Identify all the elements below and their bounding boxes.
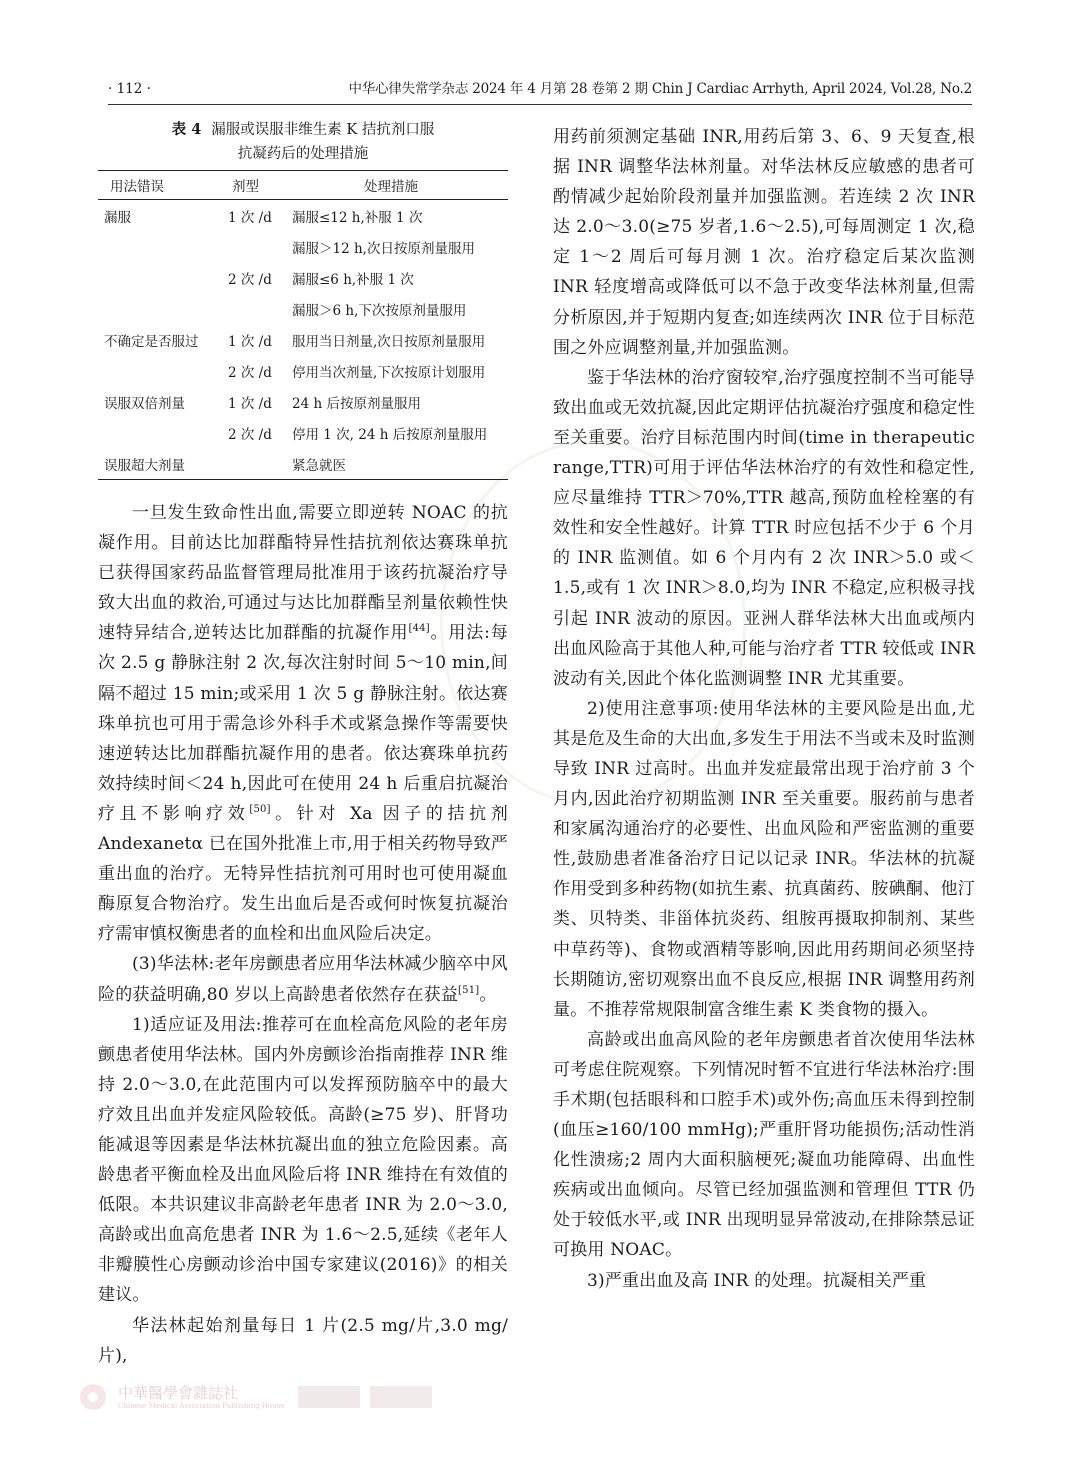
- table-row: [98, 448, 508, 480]
- table-row: [98, 200, 508, 232]
- table-cell-action: 停用 1 次, 24 h 后按原剂量服用: [292, 426, 488, 443]
- table-header-row: [98, 171, 508, 200]
- table-header-cell: 处理措施: [292, 171, 508, 200]
- table-cell-error: 不确定是否服过: [104, 333, 199, 350]
- table-cell-dose: [228, 293, 292, 324]
- table-cell-action: 停用当次剂量,下次按原计划服用: [292, 364, 486, 381]
- table-cell-dose: [228, 448, 292, 480]
- table-cell-dose: 2 次 /d: [228, 426, 272, 443]
- table-cell-error: [98, 231, 228, 262]
- body-paragraph: 华法林起始剂量每日 1 片(2.5 mg/片,3.0 mg/片),: [98, 1315, 508, 1366]
- publisher-name-en: Chinese Medical Association Publishing House: [118, 1402, 285, 1410]
- right-column: [553, 122, 975, 1296]
- table-row: [98, 231, 508, 262]
- table-cell-error: [98, 417, 228, 448]
- page-number: · 112 ·: [108, 81, 151, 97]
- body-paragraph: 一旦发生致命性出血,需要立即逆转 NOAC 的抗凝作用。目前达比加群酯特异性拮抗剂依达赛珠单抗已获得国家药品监督管理局批准用于该药抗凝治疗导致大出血的救治,可通过与达比加群酯呈剂量依赖性快速特异结合,逆转达比加群酯的抗凝作用[44]。用法:每次 2.5 g 静脉注射 2 次,每次注射时间 5～10 min,间隔不超过 15 min;或采用 1 次 5 g 静脉注射。依达赛珠单抗也可用于需急诊外科手术或紧急操作等需要快速逆转达比加群酯抗凝作用的患者。依达赛珠单抗药效持续时间＜24 h,因此可在使用 24 h 后重启抗凝治疗且不影响疗效[50]。针对 Xa 因子的拮抗剂 Andexanetα 已在国外批准上市,用于相关药物导致严重出血的治疗。无特异性拮抗剂可用时也可使用凝血酶原复合物治疗。发生出血后是否或何时恢复抗凝治疗需审慎权衡患者的血栓和出血风险后决定。: [98, 503, 508, 945]
- table-cell-error: [98, 355, 228, 386]
- table-row: [98, 417, 508, 448]
- table-cell-action: 漏服＞6 h,下次按原剂量服用: [292, 302, 467, 319]
- table-cell-action: 漏服≤6 h,补服 1 次: [292, 271, 414, 288]
- footer-mark-block: [370, 1386, 432, 1408]
- header-rule: [108, 104, 972, 105]
- publisher-name: 中華醫學會雜誌社: [118, 1384, 239, 1402]
- citation-ref: [50]: [249, 803, 271, 815]
- body-paragraph: 2)使用注意事项:使用华法林的主要风险是出血,尤其是危及生命的大出血,多发生于用法不当或未及时监测导致 INR 过高时。出血并发症最常出现于治疗前 3 个月内,因此治疗初期监测 INR 至关重要。服药前与患者和家属沟通治疗的必要性、出血风险和严密监测的重要性,鼓励患者准备治疗日记以记录 INR。华法林的抗凝作用受到多种药物(如抗生素、抗真菌药、胺碘酮、他汀类、贝特类、非甾体抗炎药、组胺再摄取抑制剂、某些中草药等)、食物或酒精等影响,因此用药期间必须坚持长期随访,密切观察出血不良反应,根据 INR 调整用药剂量。不推荐常规限制富含维生素 K 类食物的摄入。: [553, 698, 975, 1020]
- table-cell-dose: 1 次 /d: [228, 333, 272, 350]
- table-cell-error: 误服双倍剂量: [104, 395, 185, 412]
- table-header-cell: 用法错误: [98, 171, 228, 200]
- table-title-line1: 漏服或误服非维生素 K 拮抗剂口服: [211, 122, 435, 138]
- body-paragraph: 1)适应证及用法:推荐可在血栓高危风险的老年房颤患者使用华法林。国内外房颤诊治指南推荐 INR 维持 2.0～3.0,在此范围内可以发挥预防脑卒中的最大疗效且出血并发症风险较低。高龄(≥75 岁)、肝肾功能减退等因素是华法林抗凝出血的独立危险因素。高龄患者平衡血栓及出血风险后将 INR 维持在有效值的低限。本共识建议非高龄老年患者 INR 为 2.0～3.0,高龄或出血高危患者 INR 为 1.6～2.5,延续《老年人非瓣膜性心房颤动诊治中国专家建议(2016)》的相关建议。: [98, 1014, 508, 1306]
- table-row: [98, 293, 508, 324]
- table-row: [98, 386, 508, 417]
- table-cell-dose: 1 次 /d: [228, 395, 272, 412]
- table-cell-action: 漏服≤12 h,补服 1 次: [292, 209, 423, 226]
- table-label: 表 4: [171, 121, 202, 138]
- right-text: [553, 122, 975, 1296]
- table-cell-action: 紧急就医: [292, 448, 508, 480]
- publisher-logo-icon: [78, 1382, 108, 1412]
- table-cell-dose: [228, 231, 292, 262]
- table-cell-action: 服用当日剂量,次日按原剂量服用: [292, 333, 486, 350]
- left-column: [98, 118, 508, 1371]
- table-cell-error: [98, 293, 228, 324]
- publisher-footer: [66, 1378, 486, 1418]
- table-body: [98, 200, 508, 480]
- table-header-cell: 剂型: [228, 171, 292, 200]
- table-cell-action: 24 h 后按原剂量服用: [292, 395, 421, 412]
- table-row: [98, 262, 508, 293]
- table-caption: [98, 118, 508, 166]
- table-cell-error: 误服超大剂量: [98, 448, 228, 480]
- running-header: [108, 78, 972, 104]
- footer-mark-block: [298, 1386, 360, 1408]
- table-cell-error: [98, 262, 228, 293]
- body-paragraph: 用药前须测定基础 INR,用药后第 3、6、9 天复查,根据 INR 调整华法林剂量。对华法林反应敏感的患者可酌情减少起始阶段剂量并加强监测。若连续 2 次 INR 达 2.0～3.0(≥75 岁者,1.6～2.5),可每周测定 1 次,稳定 1～2 周后可每月测 1 次。治疗稳定后某次监测 INR 轻度增高或降低可以不急于改变华法林剂量,但需分析原因,并于短期内复查;如连续两次 INR 位于目标范围之外应调整剂量,并加强监测。: [553, 127, 975, 358]
- journal-running-title: 中华心律失常学杂志 2024 年 4 月第 28 卷第 2 期 Chin J Cardiac Arrhyth, April 2024, Vol.28, No.2: [348, 81, 972, 97]
- table-cell-dose: 1 次 /d: [228, 209, 272, 226]
- body-paragraph: 高龄或出血高风险的老年房颤患者首次使用华法林可考虑住院观察。下列情况时暂不宜进行华法林治疗:围手术期(包括眼科和口腔手术)或外伤;高血压未得到控制(血压≥160/100 mmHg);严重肝肾功能损伤;活动性消化性溃疡;2 周内大面积脑梗死;凝血功能障碍、出血性疾病或出血倾向。尽管已经加强监测和管理但 TTR 仍处于较低水平,或 INR 出现明显异常波动,在排除禁忌证可换用 NOAC。: [553, 1029, 975, 1261]
- table-cell-dose: 2 次 /d: [228, 364, 272, 381]
- table-row: [98, 355, 508, 386]
- table-title-line2: 抗凝药后的处理措施: [237, 146, 369, 162]
- table-cell-dose: 2 次 /d: [228, 271, 272, 288]
- table-4: [98, 170, 508, 480]
- table-cell-action: 漏服＞12 h,次日按原剂量服用: [292, 240, 475, 257]
- body-paragraph: 鉴于华法林的治疗窗较窄,治疗强度控制不当可能导致出血或无效抗凝,因此定期评估抗凝治疗强度和稳定性至关重要。治疗目标范围内时间(time in therapeutic range,TTR)可用于评估华法林治疗的有效性和稳定性,应尽量维持 TTR＞70%,TTR 越高,预防血栓栓塞的有效性和安全性越好。计算 TTR 时应包括不少于 6 个月的 INR 监测值。如 6 个月内有 2 次 INR＞5.0 或＜1.5,或有 1 次 INR＞8.0,均为 INR 不稳定,应积极寻找引起 INR 波动的原因。亚洲人群华法林大出血或颅内出血风险高于其他人种,可能与治疗者 TTR 较低或 INR 波动有关,因此个体化监测调整 INR 尤其重要。: [553, 367, 975, 689]
- body-paragraph: 3)严重出血及高 INR 的处理。抗凝相关严重: [587, 1270, 927, 1291]
- body-paragraph: (3)华法林:老年房颤患者应用华法林减少脑卒中风险的获益明确,80 岁以上高龄患者依然存在获益[51]。: [98, 954, 508, 1005]
- left-text: [98, 498, 508, 1371]
- table-row: [98, 324, 508, 355]
- table-cell-error: 漏服: [104, 209, 131, 226]
- citation-ref: [51]: [458, 984, 480, 996]
- citation-ref: [44]: [408, 623, 430, 635]
